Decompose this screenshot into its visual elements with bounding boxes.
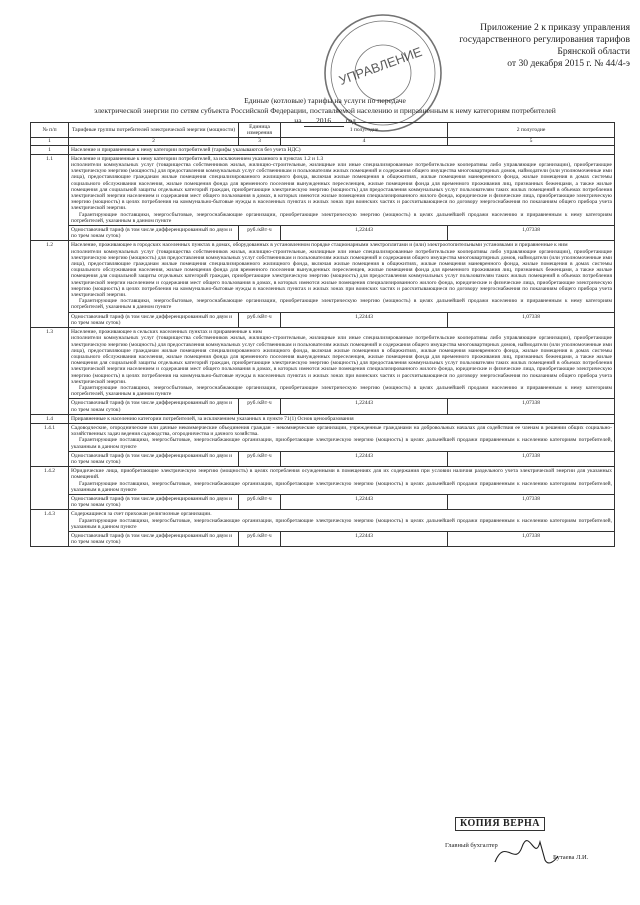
tariff-value-h2: 1,07338: [448, 494, 615, 509]
tariff-value-h2: 1,07338: [448, 399, 615, 414]
row-number: 1.2: [31, 241, 69, 328]
title-line-3: на 2016 год: [294, 116, 356, 125]
table-row: [31, 241, 615, 312]
header-line-2: государственного регулирования тарифов: [459, 34, 630, 45]
tariff-row: [31, 451, 615, 466]
row-number: 1.4: [31, 414, 69, 423]
table-row: [31, 467, 615, 495]
stamp-text: УПРАВЛЕНИЕ: [336, 43, 424, 88]
tariff-value-h2: 1,07338: [448, 312, 615, 327]
col-header-group: Тарифные группы потребителей электрической энергии (мощности): [69, 123, 239, 138]
row-title: Содержащиеся за счет прихожан религиозные организации.: [71, 511, 212, 518]
header-line-1: Приложение 2 к приказу управления: [480, 22, 630, 33]
tariff-row: [31, 399, 615, 414]
tariff-unit: руб./кВт·ч: [239, 226, 281, 241]
row-title: Юридические лица, приобретающие электрическую энергию (мощность) в целях потребления осужденными в помещениях для их содержания при условии наличия раздельного учета электрической энергии для указанных помещений.: [71, 468, 612, 481]
row-number: 1: [31, 145, 69, 154]
row-number: 1.4.3: [31, 510, 69, 547]
row-title: Население, проживающее в сельских населенных пунктах и приравненные к ним: [71, 329, 263, 336]
row-number: 1.3: [31, 328, 69, 415]
row-description: [69, 467, 615, 495]
tariff-value-h1: 1,22443: [281, 226, 448, 241]
table-row: [31, 414, 615, 423]
row-title: Население и приравненные к нему категории потребителей, за исключением указанного в пунктах 1.2 и 1.3: [71, 155, 324, 162]
tariff-value-h2: 1,07338: [448, 451, 615, 466]
tariff-row: [31, 226, 615, 241]
column-number: 4: [281, 138, 448, 145]
row-description: [69, 241, 615, 312]
col-header-num: № п/п: [31, 123, 69, 138]
tariff-unit: руб./кВт·ч: [239, 451, 281, 466]
tariff-value-h2: 1,07338: [448, 226, 615, 241]
row-tail: Гарантирующие поставщики, энергосбытовые, энергоснабжающие организации, приобретающие электрическую энергию (мощность) в целях дальнейшей продажи приравненным к населению категориям потребителей, указанным в данном пункте: [71, 517, 612, 530]
accountant-title: Главный бухгалтер: [445, 842, 498, 849]
row-title: Население, проживающее в городских населенных пунктах в домах, оборудованных в установленном порядке стационарными электроплитами и (или) электроотопительными установками и приравненные к ним: [71, 242, 568, 249]
signature-icon: [490, 832, 560, 872]
tariff-unit: руб./кВт·ч: [239, 494, 281, 509]
row-description: [69, 328, 615, 399]
tariff-unit: руб./кВт·ч: [239, 312, 281, 327]
table-row: [31, 328, 615, 399]
table-row: [31, 510, 615, 532]
tariff-value-h1: 1,22443: [281, 531, 448, 546]
row-description: [69, 145, 615, 154]
tariff-label: Одноставочный тариф (в том числе дифференцированный по двум и по трем зонам суток): [69, 399, 239, 414]
row-number: 1.4.2: [31, 467, 69, 510]
tariff-row: [31, 312, 615, 327]
row-title: Население и приравненные к нему категории потребителей (тарифы указываются без учета НДС): [71, 146, 301, 153]
row-number: 1.1: [31, 154, 69, 241]
tariff-value-h2: 1,07338: [448, 531, 615, 546]
tariff-row: [31, 531, 615, 546]
tariff-unit: руб./кВт·ч: [239, 399, 281, 414]
row-tail: Гарантирующие поставщики, энергосбытовые, энергоснабжающие организации, приобретающие электрическую энергию (мощность) в целях дальнейшей продажи населению и приравненным к нему категориям потребителей, указанным в данном пункте: [71, 298, 612, 311]
row-tail: Гарантирующие поставщики, энергосбытовые, энергоснабжающие организации, приобретающие электрическую энергию (мощность) в целях дальнейшей продажи населению и приравненным к нему категориям потребителей, указанным в данном пункте: [71, 384, 612, 398]
column-number: 2: [69, 138, 239, 145]
row-description: [69, 510, 615, 532]
tariff-value-h1: 1,22443: [281, 451, 448, 466]
row-title: Приравненные к населению категории потребителей, за исключением указанных в пункте 71(1) Основ ценообразования: [71, 415, 354, 422]
header-line-4: от 30 декабря 2015 г. № 44/4-э: [507, 58, 630, 69]
row-number: 1.4.1: [31, 423, 69, 466]
title-line-2: электрической энергии по сетям субъекта Российской Федерации, поставляемой населению и приравненным к нему категориям потребителей: [94, 106, 556, 115]
tariff-table: [30, 122, 615, 547]
tariff-value-h1: 1,22443: [281, 494, 448, 509]
accountant-name: Бутаева Л.И.: [553, 854, 589, 861]
row-body: исполнители коммунальных услуг (товарищества собственников жилья, жилищно-строительные, жилищные или иные специализированные потребительские кооперативы либо управляющие организации), приобретающие электрическую энергию (мощность) для предоставления коммунальных услуг собственникам и пользователям жилых помещений и содержания общего имущества многоквартирных домов, наймодатели (или уполномоченные ими лица), предоставляющие гражданам жилые помещения специализированного жилищного фонда, включая жилые помещения в общежитиях, жилые помещения маневренного фонда, жилые помещения в домах системы социального обслуживания населения, жилые помещения фонда для временного поселения вынужденных переселенцев, жилые помещения фонда для временного проживания лиц, признанных беженцами, а также жилые помещения для социальной защиты отдельных категорий граждан, приобретающие электрическую энергию (мощность) для предоставления коммунальных услуг пользователям таких жилых помещений в объемах потребления электрической энергии населением и содержания мест общего пользования в домах, в которых имеются жилые помещения специализированного жилого фонда, юридические и физические лица, приобретающие электрическую энергию (мощность) в целях потребления на коммунально-бытовые нужды в населенных пунктах и жилых зонах при воинских частях и рассчитывающиеся по договору энергоснабжения по показаниям общего прибора учета электрической энергии.: [71, 335, 612, 385]
tariff-label: Одноставочный тариф (в том числе дифференцированный по двум и по трем зонам суток): [69, 494, 239, 509]
column-number-row: [31, 138, 615, 145]
row-body: исполнители коммунальных услуг (товарищества собственников жилья, жилищно-строительные, жилищные или иные специализированные потребительские кооперативы либо управляющие организации), приобретающие электрическую энергию (мощность) для предоставления коммунальных услуг собственникам и пользователям жилых помещений и содержания общего имущества многоквартирных домов, наймодатели (или уполномоченные ими лица), предоставляющие гражданам жилые помещения специализированного жилищного фонда, включая жилые помещения в общежитиях, жилые помещения маневренного фонда, жилые помещения в домах системы социального обслуживания населения, жилые помещения фонда для временного поселения вынужденных переселенцев, жилые помещения фонда для временного проживания лиц, признанных беженцами, а также жилые помещения для социальной защиты отдельных категорий граждан, приобретающие электрическую энергию (мощность) для предоставления коммунальных услуг пользователям таких жилых помещений в объемах потребления электрической энергии населением и содержания мест общего пользования в домах, в которых имеются жилые помещения специализированного жилого фонда, юридические и физические лица, приобретающие электрическую энергию (мощность) в целях потребления на коммунально-бытовые нужды в населенных пунктах и жилых зонах при воинских частях и рассчитывающиеся по договору энергоснабжения по показаниям общего прибора учета электрической энергии.: [71, 248, 612, 299]
col-header-h1: 1 полугодие: [281, 123, 448, 138]
row-title: Садоводческие, огороднические или дачные некоммерческие объединения граждан - некоммерческие организации, учрежденные гражданами на добровольных началах для содействия ее членам в решении общих социально-хозяйственных задач ведения садоводства, огородничества и дачного хозяйства.: [71, 424, 612, 438]
row-tail: Гарантирующие поставщики, энергосбытовые, энергоснабжающие организации, приобретающие электрическую энергию (мощность) в целях дальнейшей продажи приравненным к населению категориям потребителей, указанным в данном пункте: [71, 480, 612, 493]
copy-verified-stamp: КОПИЯ ВЕРНА: [455, 817, 545, 831]
tariff-label: Одноставочный тариф (в том числе дифференцированный по двум и по трем зонам суток): [69, 226, 239, 241]
row-description: [69, 423, 615, 451]
row-description: [69, 154, 615, 225]
tariff-unit: руб./кВт·ч: [239, 531, 281, 546]
row-description: [69, 414, 615, 423]
tariff-label: Одноставочный тариф (в том числе дифференцированный по двум и по трем зонам суток): [69, 451, 239, 466]
tariff-row: [31, 494, 615, 509]
row-tail: Гарантирующие поставщики, энергосбытовые, энергоснабжающие организации, приобретающие электрическую энергию (мощность) в целях дальнейшей продажи населению и приравненным к нему категориям потребителей, указанным в данном пункте: [71, 211, 612, 224]
table-row: [31, 145, 615, 154]
header-line-3: Брянской области: [557, 46, 630, 57]
col-header-unit: Единица измерения: [239, 123, 281, 138]
tariff-label: Одноставочный тариф (в том числе дифференцированный по двум и по трем зонам суток): [69, 312, 239, 327]
tariff-value-h1: 1,22443: [281, 399, 448, 414]
tariff-value-h1: 1,22443: [281, 312, 448, 327]
row-tail: Гарантирующие поставщики, энергосбытовые, энергоснабжающие организации, приобретающие электрическую энергию (мощность) в целях дальнейшей продажи приравненным к населению категориям потребителей, указанным в данном пункте: [71, 437, 612, 450]
column-number: 1: [31, 138, 69, 145]
column-number: 3: [239, 138, 281, 145]
col-header-h2: 2 полугодие: [448, 123, 615, 138]
row-body: исполнители коммунальных услуг (товарищества собственников жилья, жилищно-строительные, жилищные или иные специализированные потребительские кооперативы либо управляющие организации), приобретающие электрическую энергию (мощность) для предоставления коммунальных услуг собственникам и пользователям жилых помещений и содержания общего имущества многоквартирных домов, наймодатели (или уполномоченные ими лица), предоставляющие гражданам жилые помещения специализированного жилищного фонда, включая жилые помещения в общежитиях, жилые помещения маневренного фонда, жилые помещения в домах системы социального обслуживания населения, жилые помещения фонда для временного поселения вынужденных переселенцев, жилые помещения фонда для временного проживания лиц, признанных беженцами, а также жилые помещения для социальной защиты отдельных категорий граждан, приобретающие электрическую энергию (мощность) для предоставления коммунальных услуг пользователям таких жилых помещений в объемах потребления электрической энергии населением и содержания мест общего пользования в домах, в которых имеются жилые помещения специализированного жилого фонда, юридические и физические лица, приобретающие электрическую энергию (мощность) в целях потребления на коммунально-бытовые нужды в населенных пунктах и жилых зонах при воинских частях и рассчитывающиеся по договору энергоснабжения по показаниям общего прибора учета электрической энергии.: [71, 162, 612, 212]
column-number: 5: [448, 138, 615, 145]
table-row: [31, 154, 615, 225]
table-row: [31, 423, 615, 451]
tariff-label: Одноставочный тариф (в том числе дифференцированный по двум и по трем зонам суток): [69, 531, 239, 546]
title-line-1: Единые (котловые) тарифы на услуги по передаче: [244, 96, 406, 105]
